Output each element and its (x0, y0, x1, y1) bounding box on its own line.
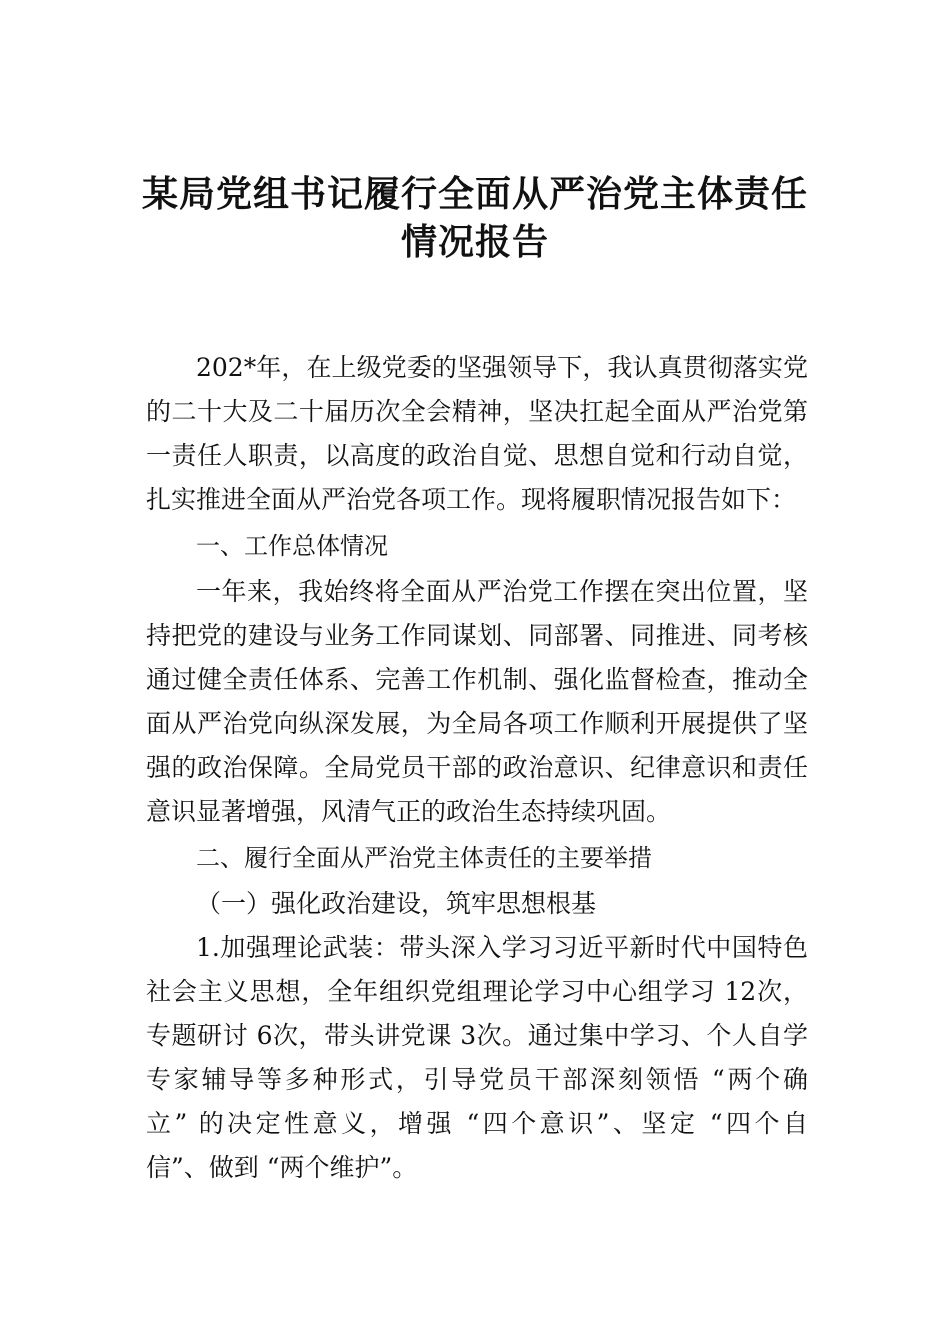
item-1-line-6: 信”、做到 “两个维护”。 (146, 1153, 418, 1182)
item-1-line-4: 专家辅导等多种形式，引导党员干部深刻领悟 “两个确 (146, 1065, 808, 1094)
document-title-line-2: 情况报告 (400, 221, 549, 263)
intro-line-1: 202*年，在上级党委的坚强领导下，我认真贯彻落实党 (196, 353, 808, 382)
section-1-line-3: 通过健全责任体系、完善工作机制、强化监督检查，推动全 (146, 665, 808, 694)
section-1-line-6: 意识显著增强，风清气正的政治生态持续巩固。 (146, 797, 672, 826)
section-1-line-5: 强的政治保障。全局党员干部的政治意识、纪律意识和责任 (146, 753, 808, 782)
intro-line-3: 一责任人职责，以高度的政治自觉、思想自觉和行动自觉， (146, 441, 808, 470)
section-1-line-2: 持把党的建设与业务工作同谋划、同部署、同推进、同考核 (146, 621, 808, 650)
item-1-line-3: 专题研讨 6次，带头讲党课 3次。通过集中学习、个人自学 (146, 1021, 808, 1050)
subsection-1-heading: （一）强化政治建设，筑牢思想根基 (196, 889, 597, 918)
section-2-heading: 二、履行全面从严治党主体责任的主要举措 (196, 844, 652, 872)
intro-line-4: 扎实推进全面从严治党各项工作。现将履职情况报告如下： (146, 485, 797, 514)
intro-line-2: 的二十大及二十届历次全会精神，坚决扛起全面从严治党第 (146, 397, 808, 426)
section-1-heading: 一、工作总体情况 (196, 532, 388, 560)
item-1-line-5: 立” 的决定性意义，增强 “四个意识”、坚定 “四个自 (146, 1109, 808, 1138)
document-title-line-1: 某局党组书记履行全面从严治党主体责任 (141, 173, 808, 215)
section-1-line-1: 一年来，我始终将全面从严治党工作摆在突出位置，坚 (196, 577, 808, 606)
item-1-line-1: 1.加强理论武装：带头深入学习习近平新时代中国特色 (196, 933, 808, 962)
item-1-line-2: 社会主义思想，全年组织党组理论学习中心组学习 12次， (146, 977, 808, 1006)
section-1-line-4: 面从严治党向纵深发展，为全局各项工作顺利开展提供了坚 (146, 709, 808, 738)
